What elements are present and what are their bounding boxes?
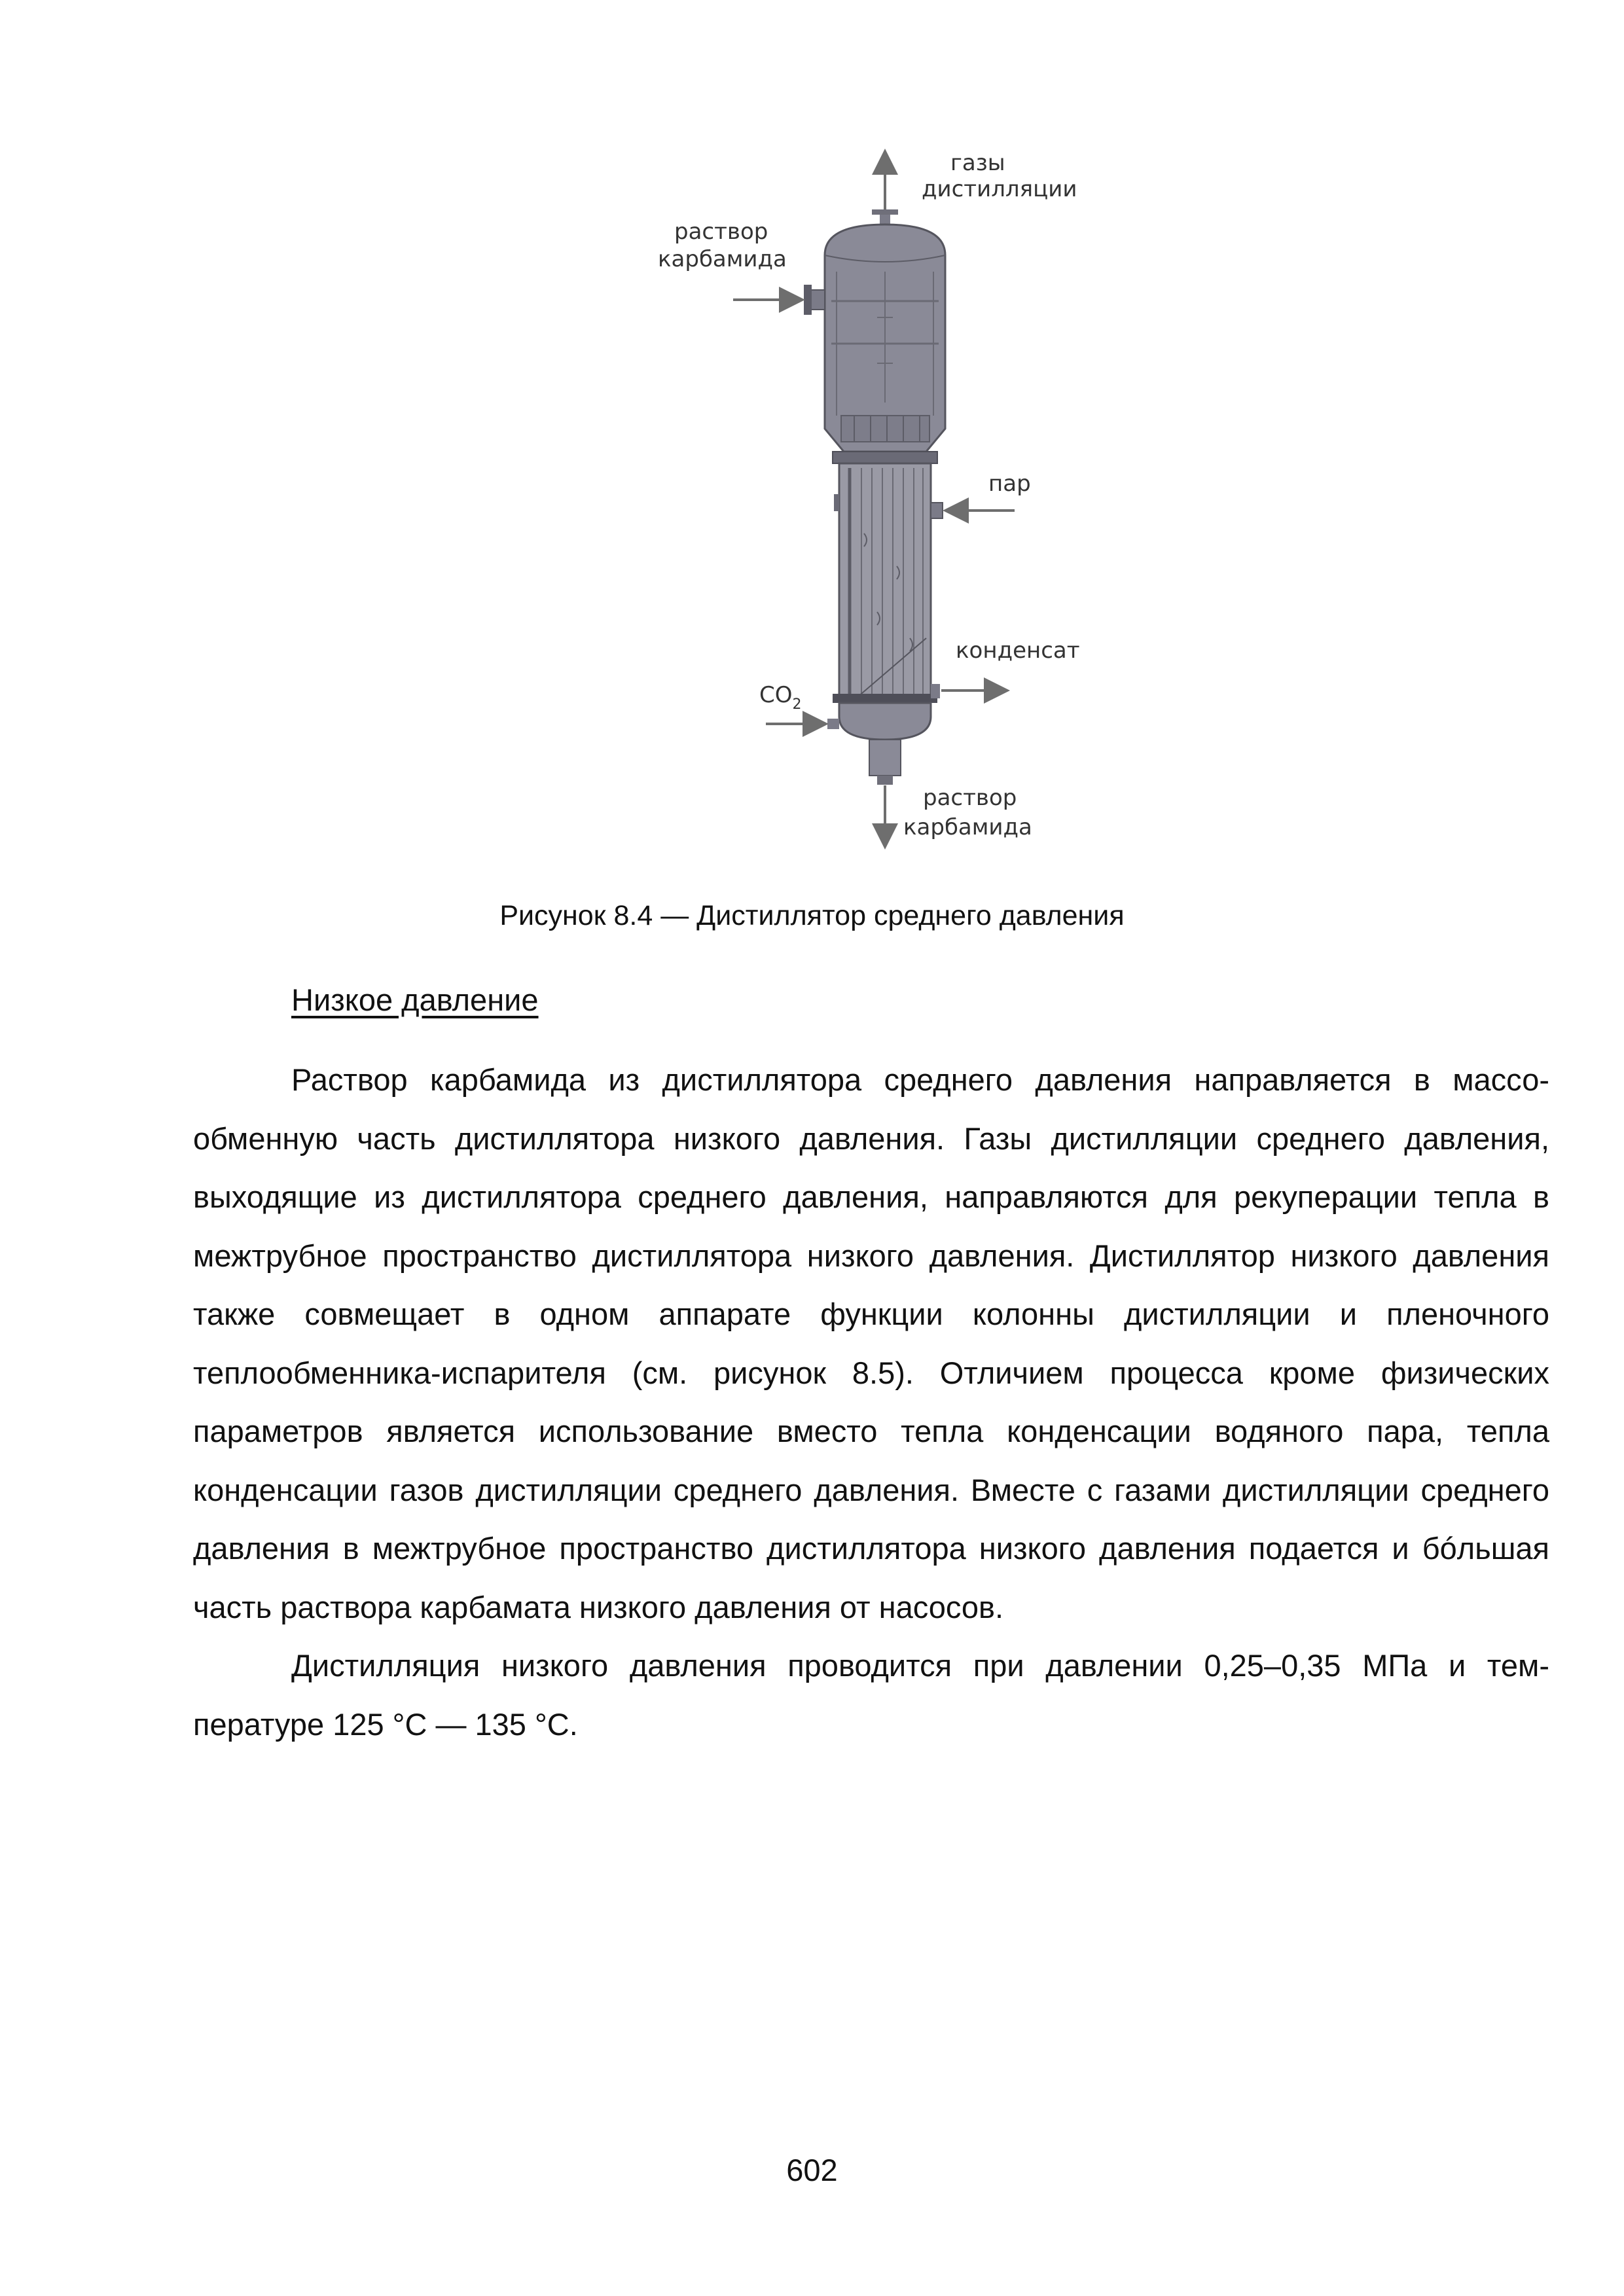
- label-inlet-solution-1: раствор: [674, 219, 768, 245]
- label-outlet-solution-1: раствор: [923, 785, 1017, 811]
- co2-inlet-nozzle: [766, 719, 839, 729]
- tube-section: [833, 463, 937, 703]
- paragraph-1: Раствор карбамида из дистиллятора среднего давления направляется в массообменную часть дистиллятора низкого давления. Газы дистилляции среднего давления, выходящие из дистиллятора среднего давления, направляются для рекуперации тепла в межтрубное пространство дистиллятора низкого давления. Дистиллятор низкого давления также совмещает в одном аппарате функции колонны дистилляции и пленочного теплообменника-испарителя (см. рисунок 8.5). Отличием процесса кроме физических параметров является использование вместо тепла конденсации водяного пара, тепла конденсации газов дистилляции среднего давления. Вместе с газами дистилляции среднего давления в межтрубное пространство дистиллятора низкого давления подается и бóльшая часть раствора карбамата низкого давления от насосов.: [193, 1062, 1549, 1624]
- paragraph-2: Дистилляция низкого давления проводится при давлении 0,25–0,35 МПа и температуре 125 °C — 135 °C.: [193, 1648, 1549, 1742]
- separator-vessel: [825, 224, 945, 452]
- section-flange: [833, 452, 937, 463]
- condensate-outlet-nozzle: [931, 684, 1005, 698]
- steam-inlet-nozzle: [931, 503, 1015, 518]
- figure-caption: Рисунок 8.4 — Дистиллятор среднего давления: [499, 900, 1125, 931]
- label-inlet-solution-2: карбамида: [658, 246, 787, 272]
- label-gases-2: дистилляции: [922, 176, 1077, 202]
- label-steam: пар: [988, 471, 1031, 497]
- distiller-diagram: [628, 141, 1126, 867]
- page-number: 602: [786, 2153, 838, 2187]
- label-outlet-solution-2: карбамида: [903, 814, 1032, 840]
- label-co2: $CO_2$: [759, 682, 802, 713]
- solution-inlet-nozzle: [733, 285, 825, 315]
- label-gases-1: газы: [950, 150, 1005, 176]
- gas-outlet-arrow: [872, 154, 898, 226]
- section-heading: Низкое давление: [291, 982, 539, 1017]
- distiller-figure: [628, 141, 1126, 867]
- label-condensate: конденсат: [956, 637, 1080, 664]
- body-text: [193, 1050, 1549, 1753]
